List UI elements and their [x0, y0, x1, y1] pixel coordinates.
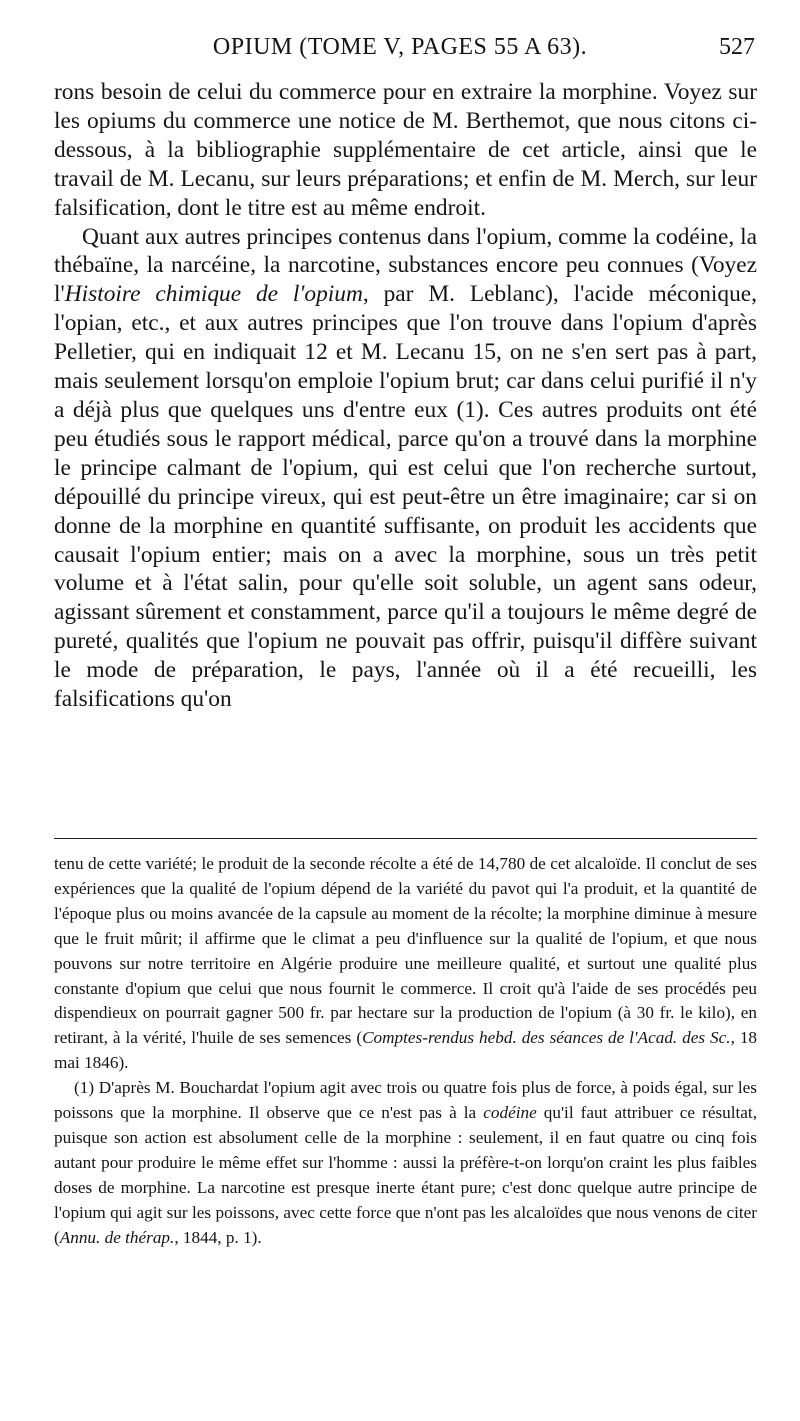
- footnote-continuation: [54, 852, 757, 1076]
- footnotes: [54, 852, 757, 1251]
- italic-citation: Annu. de thérap.: [59, 1227, 175, 1247]
- text-run: qu'il faut attribuer ce résultat, puisque son action est absolument celle de la morphine : seulement, il en faut quatre ou cinq fois autant pour produire le même effet sur l'homme : aussi la préfère-t-on lorqu'on craint les plus faibles doses de morphine. La narcotine est presque inerte étant pure; c'est donc quelque autre principe de l'opium qui agit sur les poissons, avec cette force que n'ont pas les alcaloïdes que nous venons de citer (: [54, 1103, 757, 1247]
- page-header: [0, 34, 800, 70]
- footnote-1: [54, 1076, 757, 1250]
- text-run: tenu de cette variété; le produit de la seconde récolte a été de 14,780 de cet alcaloïde. Il conclut de ses expériences que la qualité de l'opium dépend de la variété du pavot qui l'a produit, et la quantité de l'époque plus ou moins avancée de la capsule au moment de la récolte; la morphine diminue à mesure que le fruit mûrit; il affirme que le climat a peu d'influence sur la qualité de l'opium, et que nous pouvons sur notre territoire en Algérie produire une meilleure qualité, et surtout une qualité plus constante d'opium que celui que nous fournit le commerce. Il croit qu'à l'aide de ses procédés peu dispendieux on pourrait gagner 500 fr. par hectare sur la production de l'opium (à 30 fr. le kilo), en retirant, à la vérité, l'huile de ses semences (: [54, 854, 757, 1048]
- italic-term: codéine: [483, 1103, 537, 1123]
- italic-title: Histoire chimique de l'opium: [64, 281, 363, 308]
- text-run: (1) D'après M. Bouchardat l'opium agit avec trois ou quatre fois plus de force, à poids égal, sur les poissons que la morphine. Il observe que ce n'est pas à la: [54, 1078, 757, 1123]
- italic-citation: Comptes-rendus hebd. des séances de l'Acad. des Sc.: [362, 1028, 731, 1048]
- text-run: Quant aux autres principes contenus dans l'opium, comme la codéine, la thébaïne, la narcéine, la narcotine, substances encore peu connues (Voyez l': [54, 223, 757, 308]
- text-run: , par M. Leblanc), l'acide méconique, l'opian, etc., et aux autres principes que l'on trouve dans l'opium d'après Pelletier, qui en indiquait 12 et M. Lecanu 15, on ne s'en sert pas à part, mais seulement lorsqu'on emploie l'opium brut; car dans celui purifié il n'y a déjà plus que quelques uns d'entre eux (1). Ces autres produits ont été peu étudiés sous le rapport médical, parce qu'on a trouvé dans la morphine le principe calmant de l'opium, qui est celui que l'on recherche surtout, dépouillé du principe vireux, qui est peut-être un être imaginaire; car si on donne de la morphine en quantité suffisante, on produit les accidents que causait l'opium entier; mais on a avec la morphine, sous un très petit volume et à l'état salin, pour qu'elle soit soluble, un agent sans odeur, agissant sûrement et constamment, parce qu'il a toujours le même degré de pureté, qualités que l'opium ne pouvait pas offrir, puisqu'il diffère suivant le mode de préparation, le pays, l'année où il a été recueilli, les falsifications qu'on: [54, 281, 758, 713]
- footnote-separator: [54, 838, 757, 839]
- page-number: 527: [719, 34, 755, 60]
- text-run: , 1844, p. 1).: [174, 1227, 262, 1247]
- text-run: , 18 mai 1846).: [54, 1028, 758, 1073]
- running-title: OPIUM (TOME V, PAGES 55 A 63).: [212, 34, 588, 60]
- paragraph: [54, 78, 757, 223]
- paragraph: [54, 223, 757, 714]
- main-text: [54, 78, 757, 714]
- text-run: rons besoin de celui du commerce pour en extraire la morphine. Voyez sur les opiums du commerce une notice de M. Berthemot, que nous citons ci-dessous, à la bibliographie supplémentaire de cet article, ainsi que le travail de M. Lecanu, sur leurs préparations; et enfin de M. Merch, sur leur falsification, dont le titre est au même endroit.: [54, 79, 757, 221]
